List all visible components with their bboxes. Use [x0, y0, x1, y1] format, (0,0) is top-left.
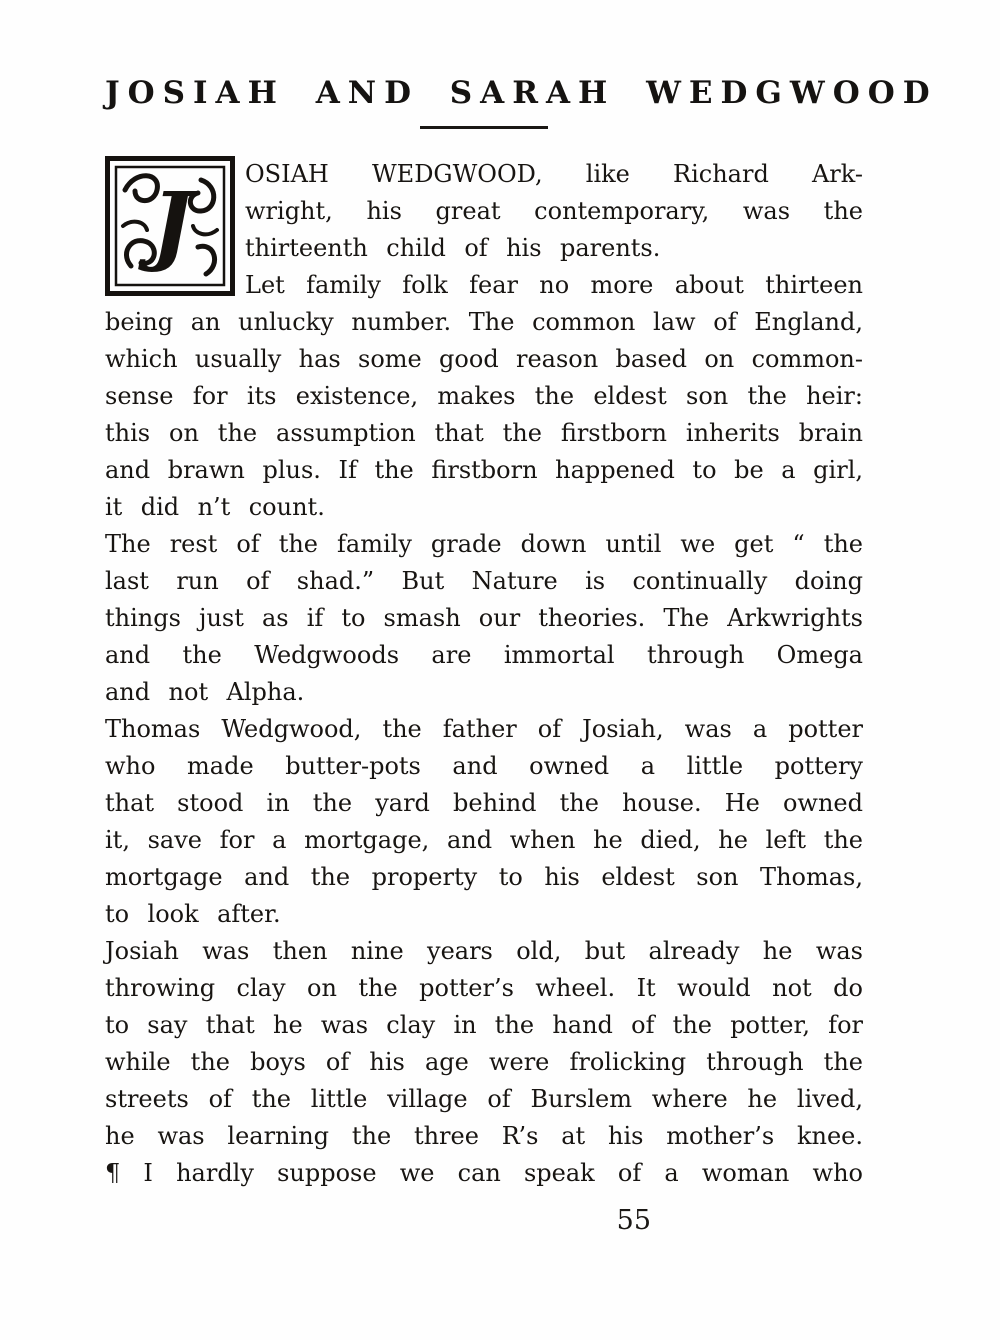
- page-number: 55: [616, 1205, 651, 1236]
- ornamental-initial: [105, 156, 235, 296]
- text-line: The rest of the family grade down until we get “ the: [105, 530, 863, 558]
- text-line: who made butter-pots and owned a little pottery: [105, 752, 863, 780]
- body-text: [105, 156, 863, 1192]
- text-line: throwing clay on the potter’s wheel. It would not do: [105, 974, 863, 1002]
- text-line: to say that he was clay in the hand of the potter, for: [105, 1011, 863, 1039]
- text-line: it did n’t count.: [105, 493, 325, 521]
- text-line: OSIAH WEDGWOOD, like Richard Ark-: [245, 160, 863, 188]
- text-line: ¶ I hardly suppose we can speak of a woman who: [105, 1159, 863, 1187]
- text-line: this on the assumption that the firstborn inherits brain: [105, 419, 863, 447]
- text-line: mortgage and the property to his eldest son Thomas,: [105, 863, 863, 891]
- text-column: [105, 75, 938, 1239]
- text-line: Thomas Wedgwood, the father of Josiah, was a potter: [105, 715, 863, 743]
- text-line: and brawn plus. If the firstborn happened to be a girl,: [105, 456, 863, 484]
- text-line: Let family folk fear no more about thirteen: [245, 271, 863, 299]
- text-line: streets of the little village of Burslem where he lived,: [105, 1085, 863, 1113]
- text-line: which usually has some good reason based on common-: [105, 345, 863, 373]
- text-line: and not Alpha.: [105, 678, 305, 706]
- text-line: being an unlucky number. The common law of England,: [105, 308, 863, 336]
- text-line: things just as if to smash our theories. The Arkwrights: [105, 604, 863, 632]
- text-line: wright, his great contemporary, was the: [245, 197, 863, 225]
- text-line: to look after.: [105, 900, 281, 928]
- text-line: sense for its existence, makes the eldest son the heir:: [105, 382, 863, 410]
- text-line: while the boys of his age were frolicking through the: [105, 1048, 863, 1076]
- text-line: last run of shad.” But Nature is continually doing: [105, 567, 863, 595]
- text-line: and the Wedgwoods are immortal through Omega: [105, 641, 863, 669]
- text-line: that stood in the yard behind the house. He owned: [105, 789, 863, 817]
- ornamental-initial-icon: [105, 156, 235, 296]
- text-line: it, save for a mortgage, and when he died, he left the: [105, 826, 863, 854]
- dropcap-letter: J: [151, 174, 193, 275]
- page-title: JOSIAH AND SARAH WEDGWOOD: [105, 75, 938, 111]
- text-line: Josiah was then nine years old, but already he was: [105, 937, 863, 965]
- title-rule: [420, 126, 548, 129]
- text-line: thirteenth child of his parents.: [245, 234, 661, 262]
- text-line: he was learning the three R’s at his mother’s knee.: [105, 1122, 863, 1150]
